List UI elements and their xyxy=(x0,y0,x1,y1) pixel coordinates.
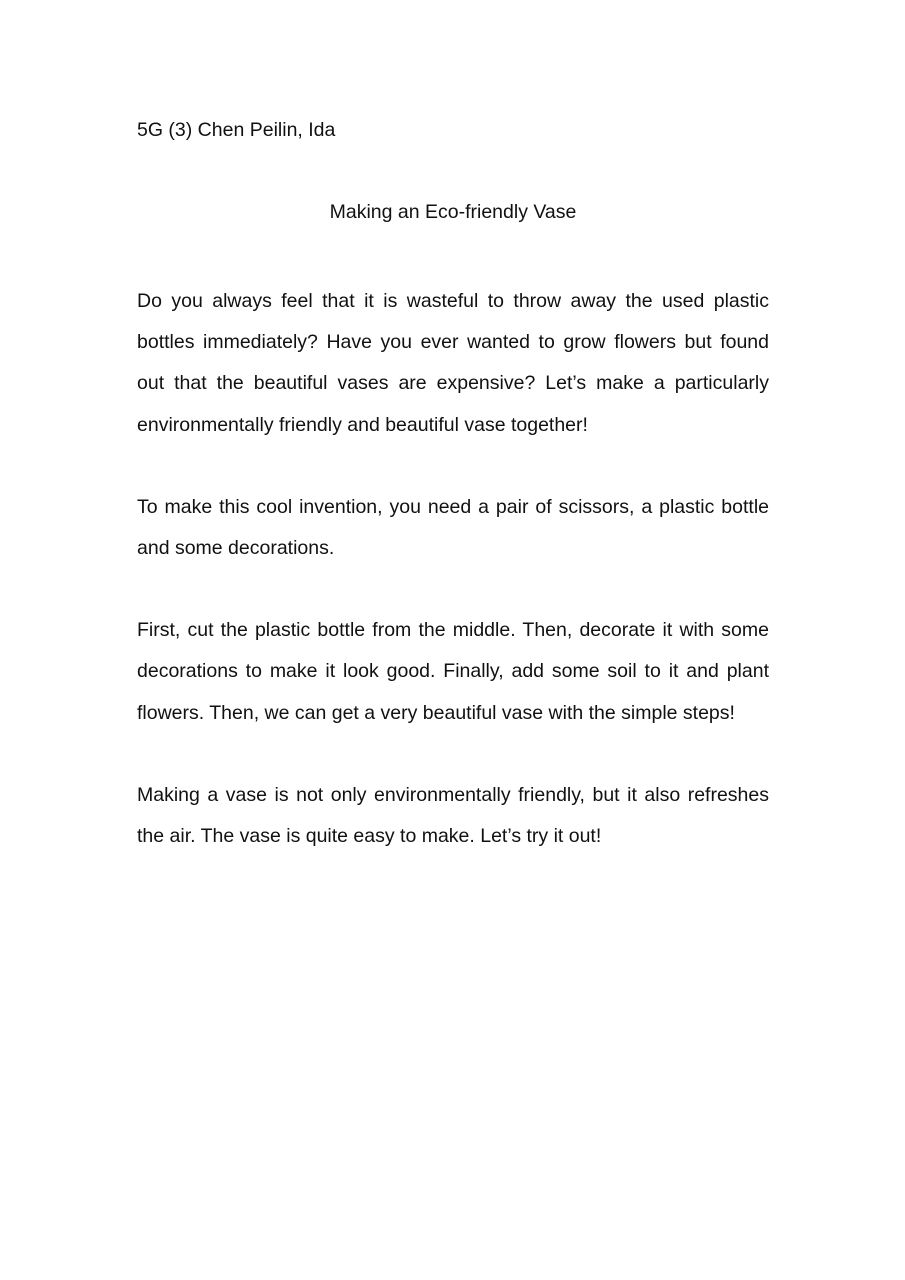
paragraph-steps: First, cut the plastic bottle from the middle. Then, decorate it with some decorations to make it look good. Finally, add some soil to it and plant flowers. Then, we can get a very beautiful vase with the simple steps! xyxy=(137,619,769,724)
document-title: Making an Eco-friendly Vase xyxy=(329,201,577,223)
paragraph-materials: To make this cool invention, you need a pair of scissors, a plastic bottle and some decorations. xyxy=(137,495,769,560)
paragraph-intro: Do you always feel that it is wasteful to throw away the used plastic bottles immediately? Have you ever wanted to grow flowers but found out that the beautiful vases are expensive? Let’s make a particularly environmentally friendly and beautiful vase together! xyxy=(137,290,769,436)
paragraph-conclusion: Making a vase is not only environmentally friendly, but it also refreshes the air. The vase is quite easy to make. Let’s try it out! xyxy=(137,783,769,848)
author-line: 5G (3) Chen Peilin, Ida xyxy=(137,119,336,141)
document-body xyxy=(137,117,769,857)
